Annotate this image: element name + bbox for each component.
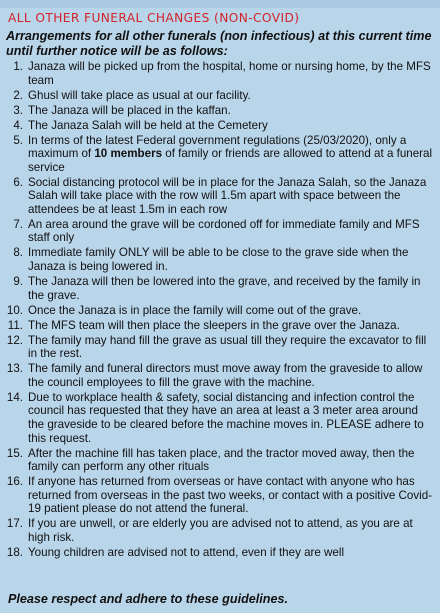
item-number: 11. [7,318,23,332]
item-number: 10. [6,303,23,317]
list-item [6,275,434,302]
list-item [6,176,434,217]
item-text-after: of family or friends are allowed to attend at a funeral service [28,147,433,174]
item-text: Social distancing protocol will be in place for the Janaza Salah, so the Janaza Salah will take place with the row will 1.5m apart with space between the attendees be at least 1.5m in each row [28,175,427,216]
list-item [6,319,434,333]
item-text: Young children are advised not to attend, even if they are well [28,545,345,559]
item-number: 15. [6,446,23,460]
item-text: Once the Janaza is in place the family will come out of the grave. [28,303,362,317]
list-item [6,134,434,175]
top-strip [0,0,440,8]
item-number: 14. [6,390,23,404]
item-text: The Janaza will then be lowered into the grave, and received by the family in the grave. [28,275,421,302]
notice-intro: Arrangements for all other funerals (non infectious) at this current time until further notice will be as follows: [6,29,432,58]
list-item [6,334,434,361]
item-number: 6. [13,175,23,189]
list-item [6,218,434,245]
item-number: 4. [13,118,23,132]
item-text: Janaza will be picked up from the hospital, home or nursing home, by the MFS team [28,60,431,87]
item-text: Due to workplace health & safety, social distancing and infection control the council has requested that they have an area at least a 3 meter area around the graveside to be cleared before the machine moves in. PLEASE adhere to this request. [28,390,424,445]
item-text-bold: 10 members [94,147,163,161]
item-text: Ghusl will take place as usual at our facility. [28,88,251,102]
item-number: 2. [13,88,23,102]
list-item [6,362,434,389]
item-text: The MFS team will then place the sleepers in the grave over the Janaza. [28,318,400,332]
item-number: 18. [6,545,23,559]
list-item [6,517,434,544]
item-number: 3. [13,103,23,117]
item-text: The family and funeral directors must move away from the graveside to allow the council employees to fill the grave with the machine. [28,362,423,389]
item-text: An area around the grave will be cordoned off for immediate family and MFS staff only [28,217,420,245]
list-item [6,89,434,103]
item-number: 1. [13,60,23,73]
list-item [6,246,434,273]
closing-note: Please respect and adhere to these guidelines. [8,592,288,606]
item-text: The Janaza Salah will be held at the Cemetery [28,118,268,132]
list-item [6,546,434,560]
list-item [6,104,434,118]
notice-heading: ALL OTHER FUNERAL CHANGES (NON-COVID) [8,11,300,25]
item-text: The Janaza will be placed in the kaffan. [28,103,231,117]
item-text-before: In terms of the latest Federal government regulations (25/03/2020), only a maximum of [28,133,407,161]
item-text: Immediate family ONLY will be able to be close to the grave side when the Janaza is being lowered in. [28,246,409,274]
item-number: 9. [13,275,23,289]
item-number: 7. [13,217,23,231]
item-text: If you are unwell, or are elderly you are advised not to attend, as you are at high risk. [28,517,413,544]
item-number: 8. [13,246,23,260]
rules-list [6,60,434,559]
list-item [6,475,434,516]
list-item [6,119,434,133]
item-text: After the machine fill has taken place, and the tractor moved away, then the family can perform any other rituals [28,446,415,474]
item-number: 17. [6,517,23,531]
list-item [6,60,434,87]
list-item [6,304,434,318]
item-text: If anyone has returned from overseas or have contact with anyone who has returned from overseas in the past two weeks, or contact with a positive Covid-19 patient please do not attend the funeral. [28,475,433,516]
item-text: The family may hand fill the grave as usual till they require the excavator to fill in the rest. [28,333,427,361]
funeral-notice [0,10,436,561]
list-item [6,391,434,445]
item-text [28,134,434,175]
item-number: 5. [13,133,23,147]
item-number: 16. [6,475,23,489]
list-item [6,447,434,474]
item-number: 12. [6,333,23,347]
item-number: 13. [6,362,23,376]
